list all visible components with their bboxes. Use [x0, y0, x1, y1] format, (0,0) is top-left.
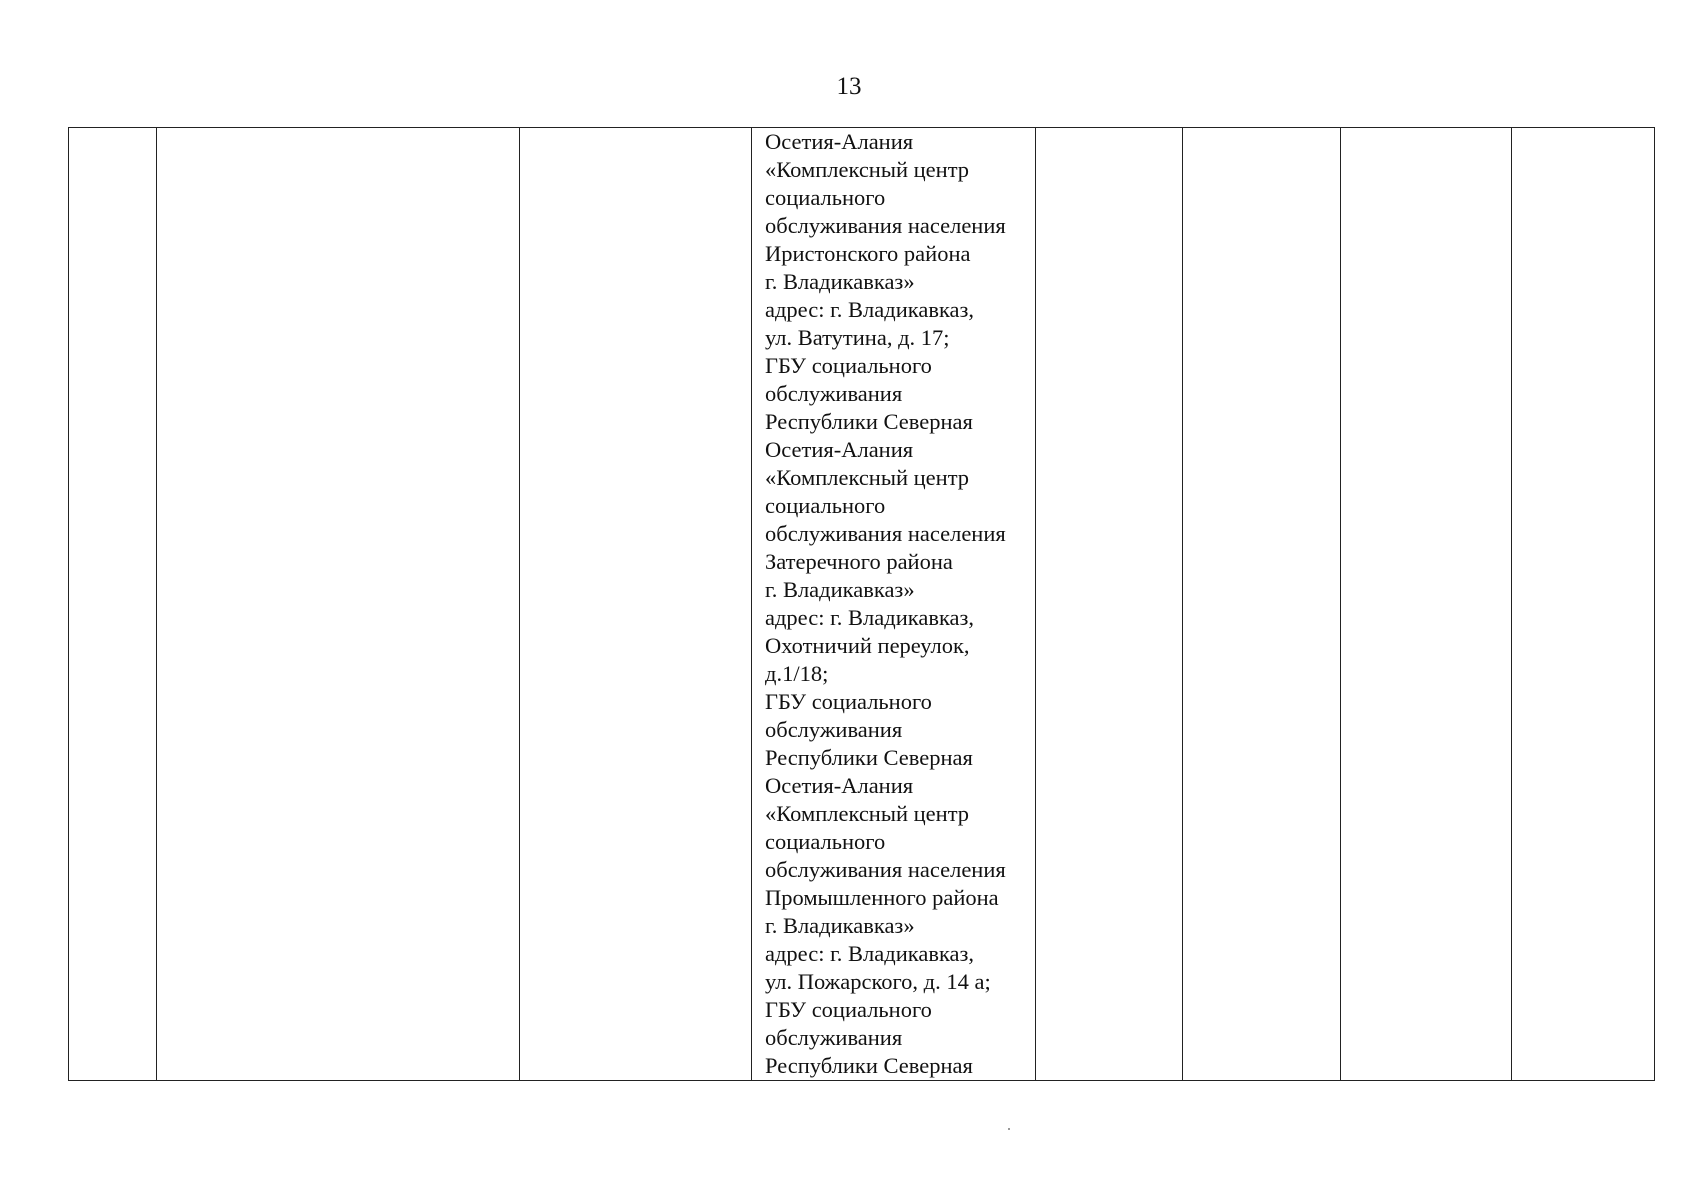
table-cell-2: [157, 128, 520, 1081]
cell-text-line: г. Владикавказ»: [765, 913, 915, 938]
cell-text-line: Промышленного района: [765, 885, 999, 910]
table-cell-5: [1036, 128, 1183, 1081]
document-table: [68, 127, 1655, 1081]
cell-text-line: «Комплексный центр: [765, 801, 970, 826]
cell-text-line: Республики Северная: [765, 409, 973, 434]
cell-text-line: Иристонского района: [765, 241, 971, 266]
cell-text-line: обслуживания населения: [765, 521, 1006, 546]
cell-text-line: «Комплексный центр: [765, 465, 970, 490]
cell-text-line: Осетия-Алания: [765, 129, 914, 154]
cell-text-line: ГБУ социального: [765, 353, 932, 378]
cell-text-line: социального: [765, 829, 886, 854]
cell-text-line: адрес: г. Владикавказ,: [765, 941, 975, 966]
table-cell-8: [1512, 128, 1655, 1081]
cell-text-line: ГБУ социального: [765, 997, 932, 1022]
cell-text-line: Республики Северная: [765, 1053, 973, 1078]
cell-text-line: д.1/18;: [765, 661, 829, 686]
scan-speck: [1008, 1128, 1010, 1130]
cell-text-line: обслуживания: [765, 717, 903, 742]
cell-text-line: Затеречного района: [765, 549, 953, 574]
cell-text-line: Республики Северная: [765, 745, 973, 770]
table-cell-6: [1183, 128, 1341, 1081]
cell-text-line: обслуживания: [765, 381, 903, 406]
cell-text-line: Охотничий переулок,: [765, 633, 970, 658]
cell-text-line: «Комплексный центр: [765, 157, 970, 182]
cell-text-line: г. Владикавказ»: [765, 577, 915, 602]
cell-text-line: ул. Ватутина, д. 17;: [765, 325, 950, 350]
cell-text-line: обслуживания: [765, 1025, 903, 1050]
cell-text-line: адрес: г. Владикавказ,: [765, 297, 975, 322]
cell-text-line: Осетия-Алания: [765, 437, 914, 462]
cell-text-line: социального: [765, 185, 886, 210]
page-number: 13: [836, 73, 862, 100]
cell-text-line: Осетия-Алания: [765, 773, 914, 798]
cell-text-line: социального: [765, 493, 886, 518]
organization-address-list: [752, 128, 1035, 1080]
table-cell-7: [1341, 128, 1512, 1081]
cell-text-line: обслуживания населения: [765, 857, 1006, 882]
cell-text-line: обслуживания населения: [765, 213, 1006, 238]
cell-text-line: г. Владикавказ»: [765, 269, 915, 294]
table-cell-3: [520, 128, 752, 1081]
cell-text-line: ул. Пожарского, д. 14 а;: [765, 969, 991, 994]
table-cell-1: [69, 128, 157, 1081]
table-row: [69, 128, 1655, 1081]
cell-text-line: ГБУ социального: [765, 689, 932, 714]
cell-text-line: адрес: г. Владикавказ,: [765, 605, 975, 630]
table-cell-organizations: [752, 128, 1036, 1081]
